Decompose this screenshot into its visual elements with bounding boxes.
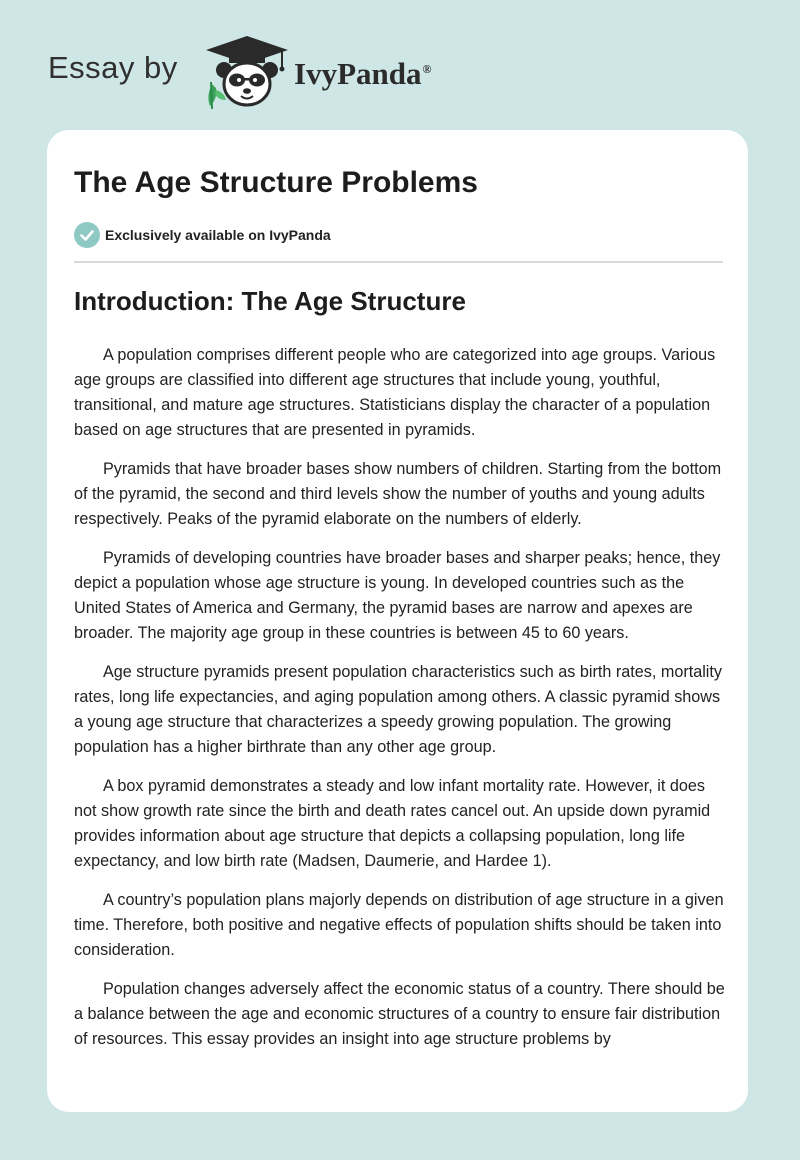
paragraph: A box pyramid demonstrates a steady and low infant mortality rate. However, it does not show growth rate since the birth and death rates cancel out. An upside down pyramid provides information about age structure that depicts a collapsing population, long life expectancy, and low birth rate (Madsen, Daumerie, and Hardee 1). (74, 777, 711, 870)
brand-name: IvyPanda® (294, 56, 432, 91)
exclusive-badge-label: Exclusively available on IvyPanda (105, 227, 331, 243)
essay-body (74, 343, 726, 1066)
section-heading: Introduction: The Age Structure (74, 286, 466, 316)
exclusive-badge (74, 222, 331, 248)
check-circle-icon (74, 222, 100, 248)
panda-graduation-cap-icon (202, 34, 292, 110)
site-header (48, 34, 508, 114)
page-title: The Age Structure Problems (74, 166, 478, 199)
paragraph: Pyramids that have broader bases show numbers of children. Starting from the bottom of the pyramid, the second and third levels show the number of youths and young adults respectively. Peaks of the pyramid elaborate on the numbers of elderly. (74, 460, 722, 528)
essay-by-label: Essay by (48, 50, 178, 85)
paragraph: Pyramids of developing countries have broader bases and sharper peaks; hence, they depict a population whose age structure is young. In developed countries such as the United States of America and Germany, the pyramid bases are narrow and apexes are broader. The majority age group in these countries is between 45 to 60 years. (74, 549, 721, 642)
paragraph: A population comprises different people who are categorized into age groups. Various age groups are classified into different age structures that include young, youthful, transitional, and mature age structures. Statisticians display the character of a population based on age structures that are presented in pyramids. (74, 346, 716, 439)
paragraph: A country’s population plans majorly depends on distribution of age structure in a given time. Therefore, both positive and negative effects of population shifts should be taken into consideration. (74, 891, 724, 959)
paragraph: Population changes adversely affect the economic status of a country. There should be a balance between the age and economic structures of a country to ensure fair distribution of resources. This essay provides an insight into age structure problems by (74, 980, 725, 1048)
paragraph: Age structure pyramids present population characteristics such as birth rates, mortality rates, long life expectancies, and aging population among others. A classic pyramid shows a young age structure that characterizes a speedy growing population. The growing population has a higher birthrate than any other age group. (74, 663, 722, 756)
essay-card (47, 130, 748, 1112)
title-divider (74, 261, 723, 263)
registered-mark: ® (422, 61, 432, 76)
